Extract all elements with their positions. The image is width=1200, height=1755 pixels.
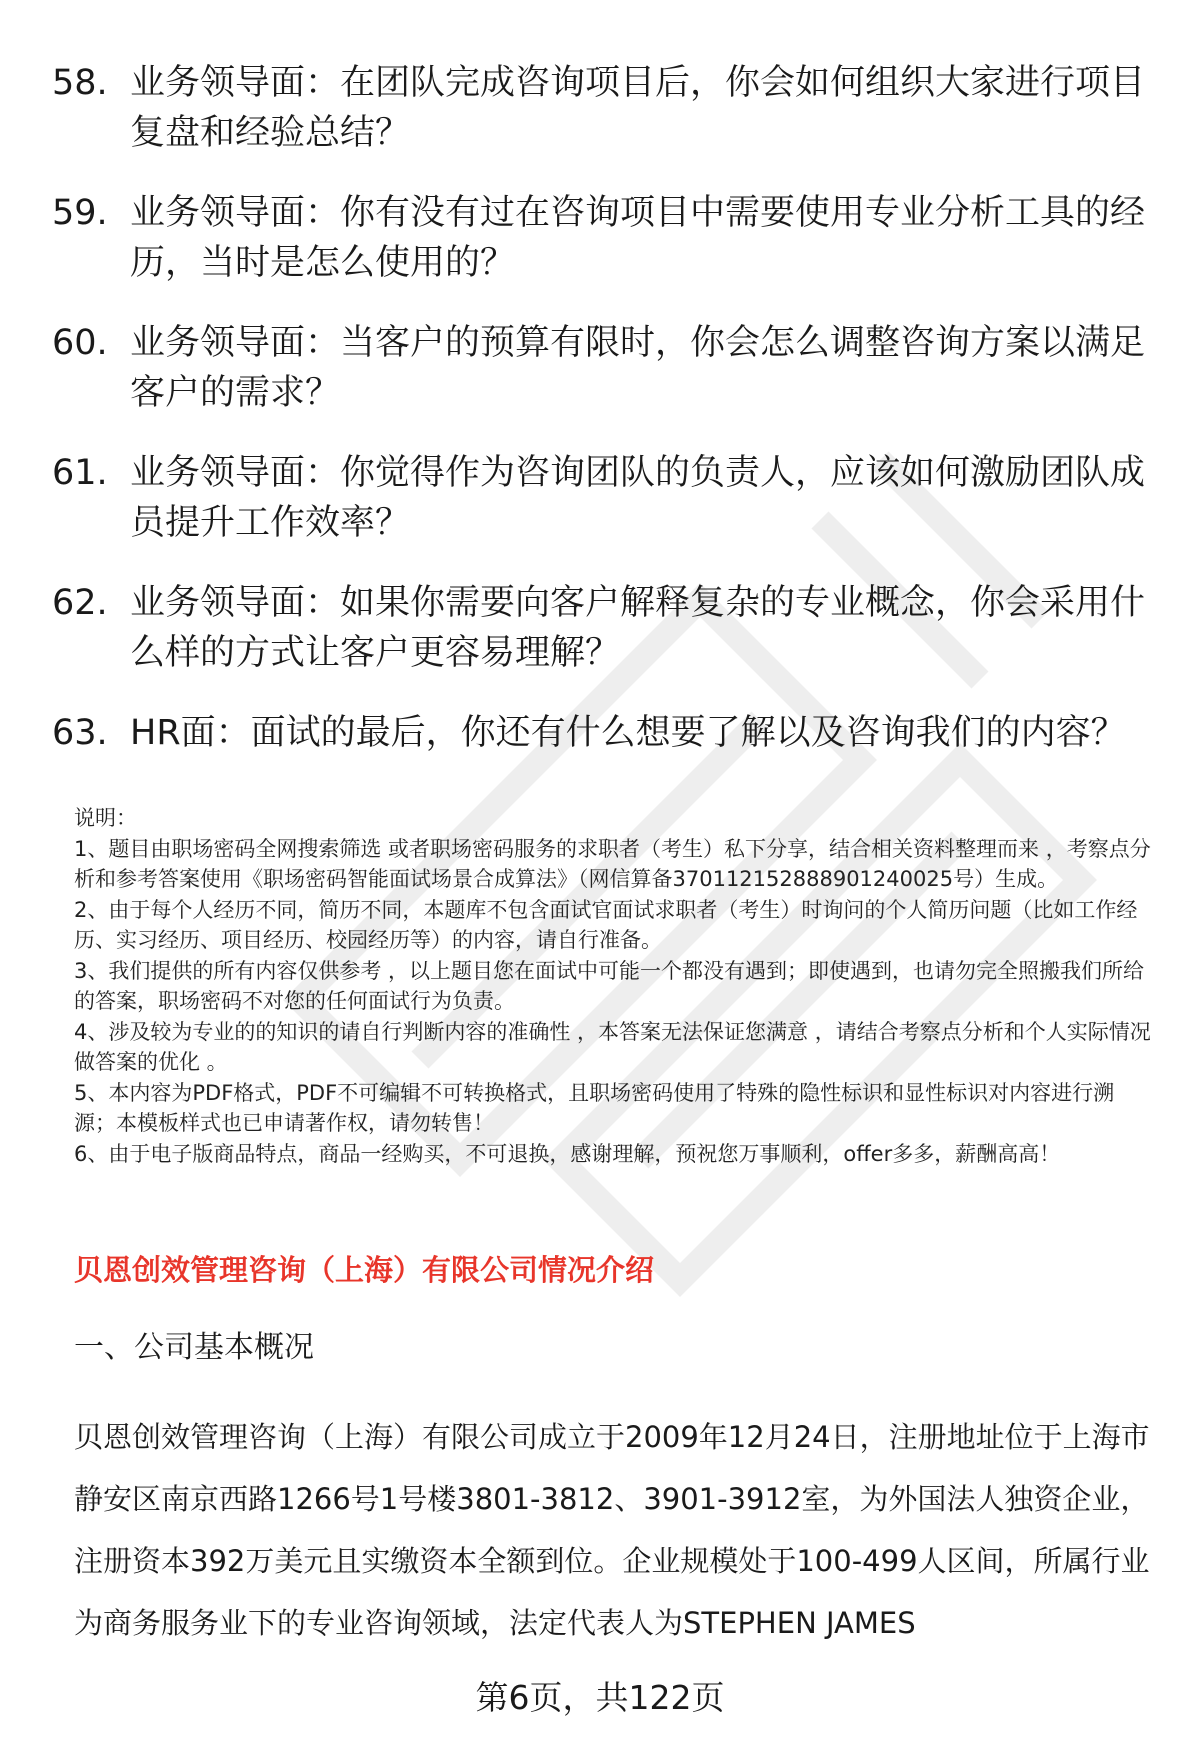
question-text: 业务领导面：当客户的预算有限时，你会怎么调整咨询方案以满足客户的需求？ (130, 323, 1146, 413)
question-item (52, 58, 1152, 158)
question-number: 60. (52, 323, 108, 363)
note-item: 5、本内容为PDF格式，PDF不可编辑不可转换格式，且职场密码使用了特殊的隐性标识和显性标识对内容进行溯源；本模板样式也已申请著作权，请勿转售！ (74, 1080, 1115, 1135)
question-number: 61. (52, 453, 108, 493)
question-item (52, 188, 1152, 288)
question-item (52, 708, 1152, 758)
question-number: 63. (52, 713, 108, 753)
question-item (52, 318, 1152, 418)
note-item: 2、由于每个人经历不同，简历不同，本题库不包含面试官面试求职者（考生）时询问的个人简历问题（比如工作经历、实习经历、项目经历、校园经历等）的内容，请自行准备。 (74, 897, 1138, 952)
company-title: 贝恩创效管理咨询（上海）有限公司情况介绍 (74, 1253, 655, 1287)
note-item: 6、由于电子版商品特点，商品一经购买，不可退换，感谢理解，预祝您万事顺利，offer多多，薪酬高高！ (74, 1141, 1061, 1166)
question-item (52, 448, 1152, 548)
question-number: 62. (52, 583, 108, 623)
note-item: 3、我们提供的所有内容仅供参考 ，以上题目您在面试中可能一个都没有遇到；即使遇到，也请勿完全照搬我们所给的答案，职场密码不对您的任何面试行为负责。 (74, 958, 1145, 1013)
notes-section (74, 803, 1154, 1169)
question-list (52, 58, 1152, 788)
question-item (52, 578, 1152, 678)
note-item: 4、涉及较为专业的的知识的请自行判断内容的准确性 ，本答案无法保证您满意 ，请结合考察点分析和个人实际情况做答案的优化 。 (74, 1019, 1151, 1074)
question-number: 59. (52, 193, 108, 233)
question-text: HR面：面试的最后，你还有什么想要了解以及咨询我们的内容？ (130, 713, 1126, 753)
question-text: 业务领导面：在团队完成咨询项目后，你会如何组织大家进行项目复盘和经验总结？ (130, 63, 1146, 153)
question-number: 58. (52, 63, 108, 103)
company-overview-paragraph: 贝恩创效管理咨询（上海）有限公司成立于2009年12月24日，注册地址位于上海市静安区南京西路1266号1号楼3801-3812、3901-3912室，为外国法人独资企业，注册资本392万美元且实缴资本全额到位。企业规模处于100-499人区间，所属行业为商务服务业下的专业咨询领域，法定代表人为STEPHEN JAMES (74, 1420, 1150, 1640)
question-text: 业务领导面：你有没有过在咨询项目中需要使用专业分析工具的经历，当时是怎么使用的？ (130, 193, 1146, 283)
question-text: 业务领导面：如果你需要向客户解释复杂的专业概念，你会采用什么样的方式让客户更容易理解？ (130, 583, 1146, 673)
section-heading: 一、公司基本概况 (74, 1330, 314, 1365)
page-number: 第6页，共122页 (475, 1678, 725, 1717)
notes-title: 说明： (74, 806, 137, 830)
question-text: 业务领导面：你觉得作为咨询团队的负责人，应该如何激励团队成员提升工作效率？ (130, 453, 1146, 543)
note-item: 1、题目由职场密码全网搜索筛选 或者职场密码服务的求职者（考生）私下分享，结合相关资料整理而来 ，考察点分析和参考答案使用《职场密码智能面试场景合成算法》（网信算备370112152888901240025号）生成。 (74, 836, 1151, 891)
